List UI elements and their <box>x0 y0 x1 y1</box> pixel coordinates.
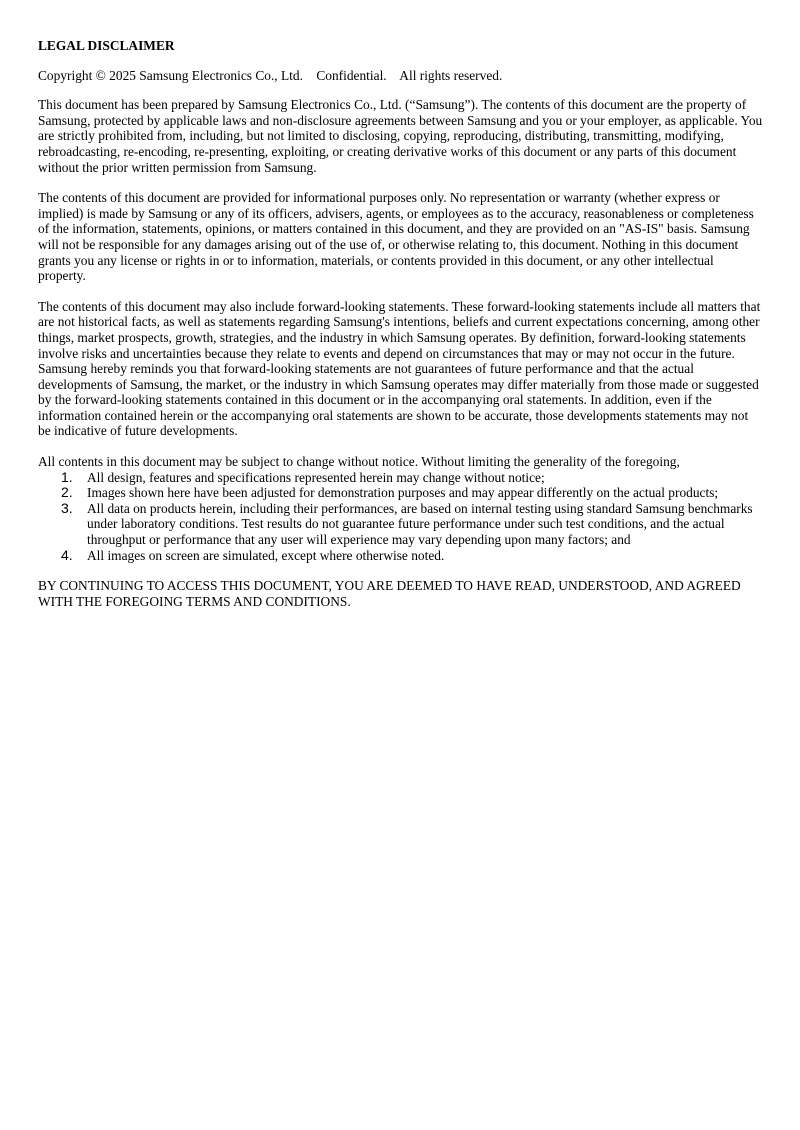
list-item-text: All images on screen are simulated, except where otherwise noted. <box>87 547 445 563</box>
list-item-number: 2. <box>61 484 73 501</box>
confidential-label: Confidential. <box>316 67 387 83</box>
list-item-number: 4. <box>61 546 73 563</box>
list-item-text: All data on products herein, including their performances, are based on internal testing using standard Samsung benchmarks under laboratory conditions. Test results do not guarantee future performance under such test conditions, and the actual throughput or performance that any user will experience may vary depending upon many factors; and <box>87 500 753 548</box>
list-item-number: 1. <box>61 468 73 485</box>
rights-reserved: All rights reserved. <box>399 67 503 83</box>
list-item <box>38 470 764 486</box>
list-item-number: 3. <box>61 499 73 516</box>
list-item <box>38 501 764 548</box>
conditions-list <box>38 470 764 564</box>
document-title: LEGAL DISCLAIMER <box>38 38 175 53</box>
list-item-text: Images shown here have been adjusted for demonstration purposes and may appear differently on the actual products; <box>87 485 719 501</box>
copyright-line <box>38 68 764 84</box>
ownership-paragraph: This document has been prepared by Samsung Electronics Co., Ltd. (“Samsung”). The contents of this document are the property of Samsung, protected by applicable laws and non-disclosure agreements between Samsung and you or your employer, as applicable. You are strictly prohibited from, including, but not limited to disclosing, copying, reproducing, distributing, transmitting, modifying, rebroadcasting, re-encoding, re-presenting, exploiting, or creating derivative works of this document or any parts of this document without the prior written permission from Samsung. <box>38 97 763 175</box>
informational-purposes-paragraph: The contents of this document are provided for informational purposes only. No representation or warranty (whether express or implied) is made by Samsung or any of its officers, advisers, agents, or employees as to the accuracy, reasonableness or completeness of the information, statements, opinions, or matters contained in this document, and they are provided on an "AS-IS" basis. Samsung will not be responsible for any damages arising out of the use of, or otherwise relating to, this document. Nothing in this document grants you any license or rights in or to information, materials, or contents provided in this document, or any other intellectual property. <box>38 190 754 284</box>
copyright-notice: Copyright © 2025 Samsung Electronics Co., Ltd. <box>38 67 303 83</box>
list-item <box>38 485 764 501</box>
list-intro: All contents in this document may be subject to change without notice. Without limiting the generality of the foregoing, <box>38 454 680 470</box>
legal-disclaimer-document <box>38 38 764 624</box>
list-item <box>38 548 764 564</box>
list-item-text: All design, features and specifications represented herein may change without notice; <box>87 469 545 485</box>
forward-looking-paragraph: The contents of this document may also include forward-looking statements. These forward-looking statements include all matters that are not historical facts, as well as statements regarding Samsung's intentions, beliefs and current expectations concerning, among other things, market prospects, growth, strategies, and the industry in which Samsung operates. By definition, forward-looking statements involve risks and uncertainties because they relate to events and depend on circumstances that may or may not occur in the future. Samsung hereby reminds you that forward-looking statements are not guarantees of future performance and that the actual developments of Samsung, the market, or the industry in which Samsung operates may differ materially from those made or suggested by the forward-looking statements contained in this document or in the accompanying oral statements. In addition, even if the information contained herein or the accompanying oral statements are shown to be accurate, those developments statements may not be indicative of future developments. <box>38 298 761 439</box>
closing-statement: BY CONTINUING TO ACCESS THIS DOCUMENT, YOU ARE DEEMED TO HAVE READ, UNDERSTOOD, AND AGREED WITH THE FOREGOING TERMS AND CONDITIONS. <box>38 578 741 609</box>
